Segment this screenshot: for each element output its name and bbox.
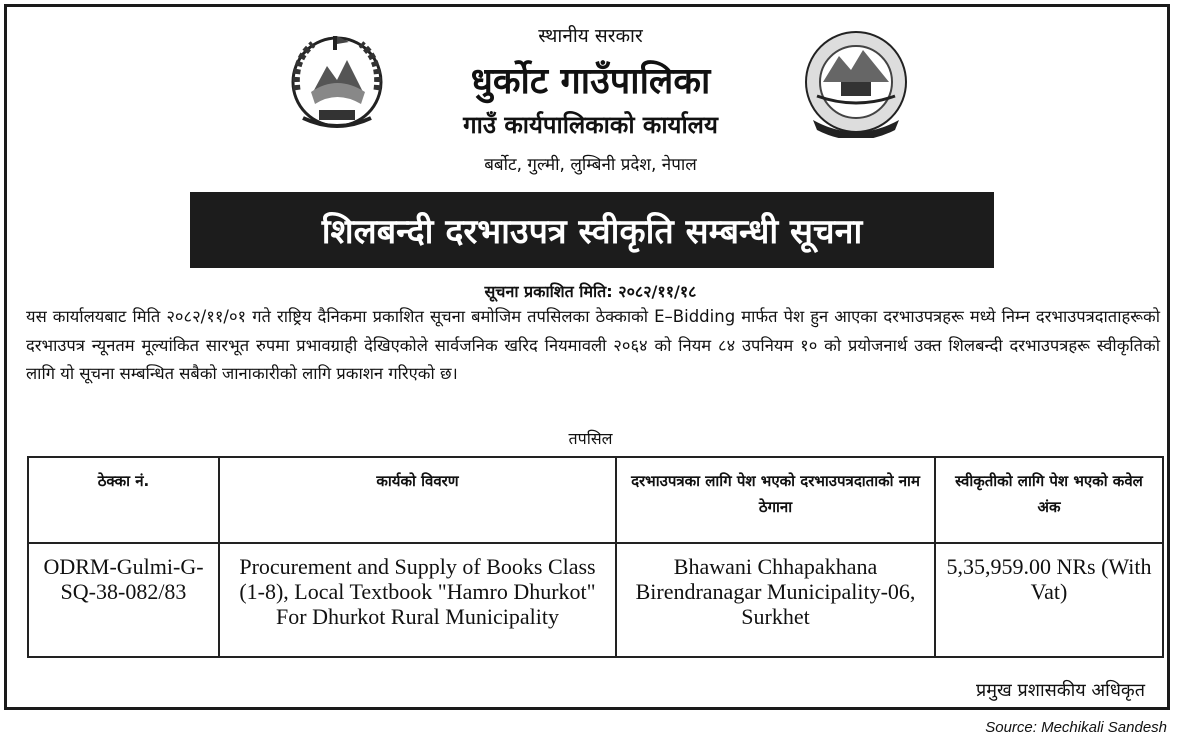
- source-credit: Source: Mechikali Sandesh: [985, 719, 1167, 736]
- government-level: स्थानीय सरकार: [538, 25, 643, 47]
- col-header-amount: स्वीकृतीको लागि पेश भएको कवेल अंक: [935, 457, 1163, 543]
- schedule-title: तपसिल: [568, 429, 613, 448]
- table-header-row: [28, 457, 1163, 543]
- signatory: प्रमुख प्रशासकीय अधिकृत: [976, 680, 1145, 701]
- published-date: सूचना प्रकाशित मिति: २०८२/११/१८: [484, 282, 697, 301]
- office-name: गाउँ कार्यपालिकाको कार्यालय: [463, 111, 718, 139]
- cell-amount: 5,35,959.00 NRs (With Vat): [935, 543, 1163, 657]
- notice-title-banner: [190, 192, 994, 268]
- cell-contract-no: ODRM-Gulmi-G-SQ-38-082/83: [28, 543, 219, 657]
- notice-body: यस कार्यालयबाट मिति २०८२/११/०१ गते राष्ट्रिय दैनिकमा प्रकाशित सूचना बमोजिम तपसिलका ठेक्काको E–Bidding मार्फत पेश हुन आएका दरभाउपत्रहरू मध्ये निम्न दरभाउपत्रदाताहरूको दरभाउपत्र न्यूनतम मूल्यांकित सारभूत रुपमा प्रभावग्राही देखिएकोले सार्वजनिक खरिद नियमावली २०६४ को नियम ८४ उपनियम १० को प्रयोजनार्थ उक्त शिलबन्दी दरभाउपत्रहरू स्वीकृतिको लागि यो सूचना सम्बन्धित सबैको जानाकारीको लागि प्रकाशन गरिएको छ।: [26, 307, 1160, 383]
- col-header-bidder: दरभाउपत्रका लागि पेश भएको दरभाउपत्रदाताको नाम ठेगाना: [616, 457, 935, 543]
- notice-title: शिलबन्दी दरभाउपत्र स्वीकृति सम्बन्धी सूचना: [321, 212, 863, 252]
- cell-bidder: Bhawani Chhapakhana Birendranagar Municipality-06, Surkhet: [616, 543, 935, 657]
- table-row: [28, 543, 1163, 657]
- contract-table: [27, 456, 1164, 658]
- office-address: बर्बोट, गुल्मी, लुम्बिनी प्रदेश, नेपाल: [484, 155, 697, 175]
- municipality-name: धुर्कोट गाउँपालिका: [470, 61, 711, 102]
- cell-description: Procurement and Supply of Books Class (1-8), Local Textbook "Hamro Dhurkot" For Dhurkot Rural Municipality: [219, 543, 616, 657]
- col-header-contract-no: ठेक्का नं.: [28, 457, 219, 543]
- col-header-description: कार्यको विवरण: [219, 457, 616, 543]
